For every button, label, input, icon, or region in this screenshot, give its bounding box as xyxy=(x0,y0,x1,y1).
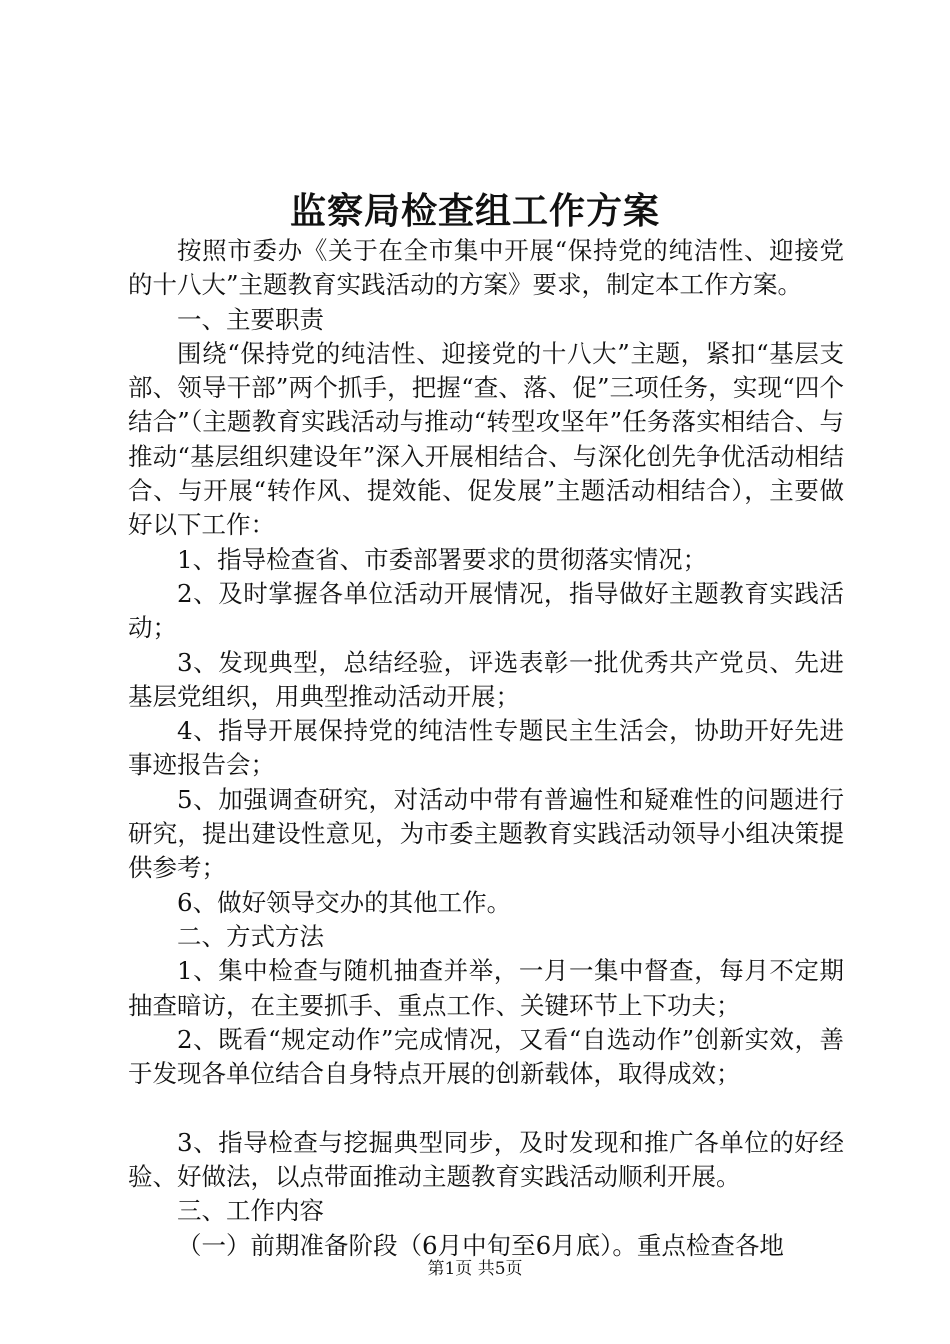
list-item: 6、做好领导交办的其他工作。 xyxy=(177,887,512,917)
blank-line xyxy=(128,1091,844,1125)
document-body xyxy=(128,234,844,1263)
section-heading-methods: 二、方式方法 xyxy=(177,921,324,951)
section-heading-work-content: 三、工作内容 xyxy=(177,1196,324,1226)
list-item: 2、及时掌握各单位活动开展情况，指导做好主题教育实践活动； xyxy=(128,578,844,643)
responsibilities-paragraph: 围绕“保持党的纯洁性、迎接党的十八大”主题，紧扣“基层支部、领导干部”两个抓手，把握“查、落、促”三项任务，实现“四个结合”（主题教育实践活动与推动“转型攻坚年”任务落实相结合、与推动“基层组织建设年”深入开展相结合、与深化创先争优活动相结合、与开展“转作风、提效能、促发展”主题活动相结合），主要做好以下工作： xyxy=(128,338,844,540)
list-item: 5、加强调查研究，对活动中带有普遍性和疑难性的问题进行研究，提出建设性意见，为市委主题教育实践活动领导小组决策提供参考； xyxy=(128,784,844,883)
list-item: 1、指导检查省、市委部署要求的贯彻落实情况； xyxy=(177,544,708,574)
list-item: 2、既看“规定动作”完成情况，又看“自选动作”创新实效，善于发现各单位结合自身特点开展的创新载体，取得成效； xyxy=(128,1024,844,1089)
section-heading-responsibilities: 一、主要职责 xyxy=(177,304,324,334)
list-item: 1、集中检查与随机抽查并举，一月一集中督查，每月不定期抽查暗访，在主要抓手、重点工作、关键环节上下功夫； xyxy=(128,956,844,1020)
list-item: 4、指导开展保持党的纯洁性专题民主生活会，协助开好先进事迹报告会； xyxy=(128,716,844,780)
list-item: 3、发现典型，总结经验，评选表彰一批优秀共产党员、先进基层党组织，用典型推动活动开展； xyxy=(128,647,844,711)
page-footer: 第1页 共5页 xyxy=(427,1259,523,1279)
intro-paragraph: 按照市委办《关于在全市集中开展“保持党的纯洁性、迎接党的十八大”主题教育实践活动的方案》要求，制定本工作方案。 xyxy=(128,236,844,300)
phase-paragraph: （一）前期准备阶段（6月中旬至6月底）。重点检查各地 xyxy=(177,1230,784,1260)
list-item: 3、指导检查与挖掘典型同步，及时发现和推广各单位的好经验、好做法，以点带面推动主题教育实践活动顺利开展。 xyxy=(128,1127,844,1192)
page-title: 监察局检查组工作方案 xyxy=(289,190,660,232)
